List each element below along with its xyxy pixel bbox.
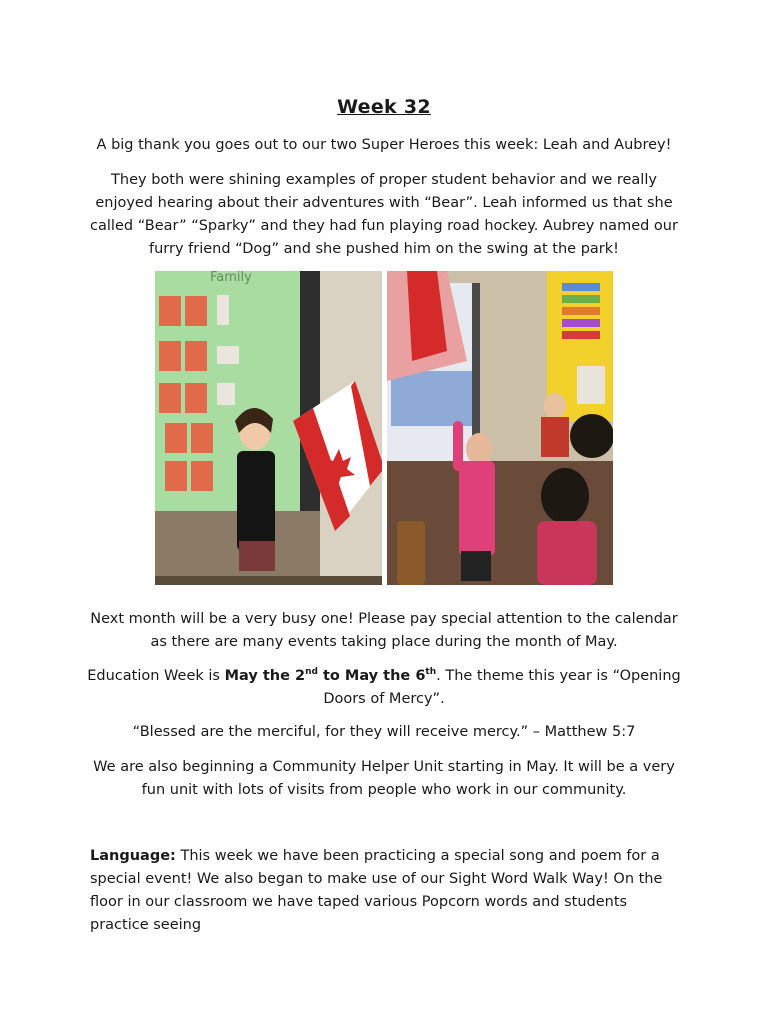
photo-pair	[155, 271, 613, 585]
education-week-sup2: th	[425, 667, 437, 678]
education-week-sup1: nd	[305, 667, 318, 678]
education-week-paragraph	[80, 665, 688, 711]
photo-children-in-classroom	[387, 271, 613, 585]
education-week-mid: to May the 6	[317, 668, 426, 684]
education-week-suffix: . The theme this year is “Opening Doors of Mercy”.	[323, 668, 681, 707]
behavior-paragraph: They both were shining examples of proper student behavior and we really enjoyed hearing about their adventures with “Bear”. Leah informed us that she called “Bear” “Sparky” and they had fun playing road hockey. Aubrey named our furry friend “Dog” and she pushed him on the swing at the park!	[90, 172, 678, 257]
busy-month-paragraph: Next month will be a very busy one! Please pay special attention to the calendar as there are many events taking place during the month of May.	[90, 611, 678, 650]
page-title: Week 32	[337, 96, 431, 118]
community-paragraph: We are also beginning a Community Helper Unit starting in May. It will be a very fun unit with lots of visits from people who work in our community.	[93, 759, 675, 798]
language-paragraph	[90, 845, 680, 937]
quote-paragraph: “Blessed are the merciful, for they will receive mercy.” – Matthew 5:7	[132, 724, 636, 740]
intro-paragraph: A big thank you goes out to our two Super Heroes this week: Leah and Aubrey!	[96, 137, 672, 153]
board-label: Family	[210, 271, 252, 285]
language-text: This week we have been practicing a special song and poem for a special event! We also began to make use of our Sight Word Walk Way! On the floor in our classroom we have taped various Popcorn words and students practice seeing	[90, 848, 663, 933]
photo-girl-with-flag	[155, 271, 382, 585]
education-week-prefix: Education Week is	[87, 668, 225, 684]
language-label: Language:	[90, 848, 176, 864]
education-week-date1: May the 2	[224, 668, 306, 684]
